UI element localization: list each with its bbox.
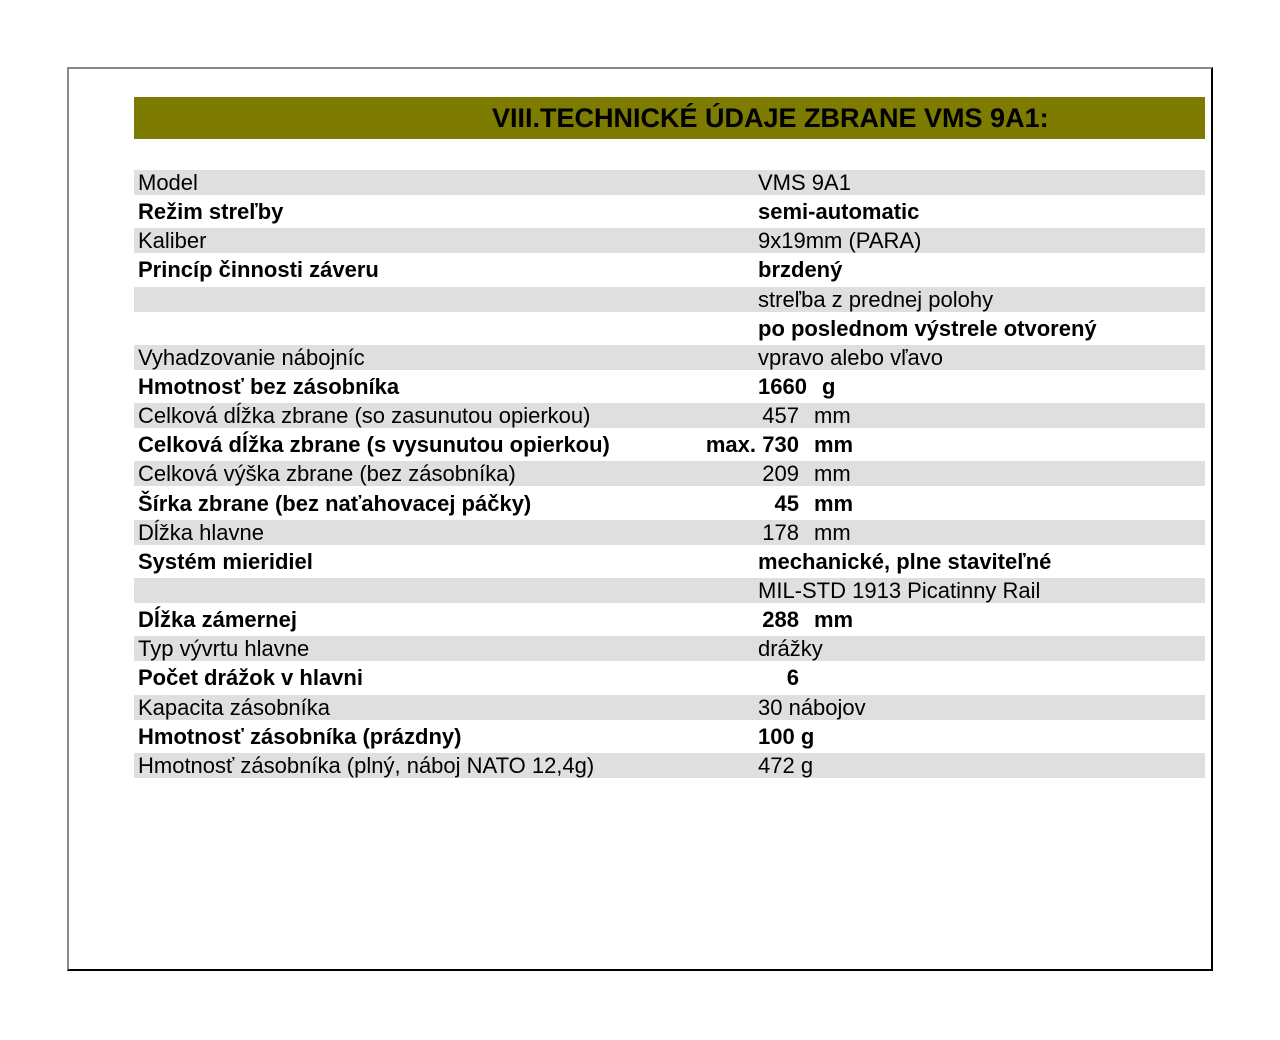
spec-value-text: 9x19mm (PARA) bbox=[758, 228, 922, 254]
spec-label-text: Kaliber bbox=[138, 228, 207, 254]
table-row bbox=[134, 255, 1205, 284]
spec-label-text: Celková výška zbrane (bez zásobníka) bbox=[138, 461, 516, 487]
table-row bbox=[134, 634, 1205, 663]
spec-label bbox=[134, 518, 758, 547]
spec-label-text: Režim streľby bbox=[138, 199, 284, 225]
spec-label-text: Hmotnosť zásobníka (plný, náboj NATO 12,4g) bbox=[138, 752, 595, 778]
spec-label bbox=[134, 576, 758, 605]
table-row bbox=[134, 605, 1205, 634]
spec-value-number: 457 bbox=[762, 403, 799, 429]
document-page bbox=[67, 67, 1213, 971]
section-title-bar bbox=[134, 97, 1205, 139]
spec-label bbox=[134, 343, 758, 372]
spec-value bbox=[758, 343, 1205, 372]
spec-value-number: 288 bbox=[762, 607, 799, 633]
spec-label-text: Vyhadzovanie nábojníc bbox=[138, 344, 365, 370]
spec-value bbox=[758, 285, 1205, 314]
spec-value bbox=[758, 459, 1205, 488]
spec-value-unit: mm bbox=[814, 519, 851, 545]
table-row bbox=[134, 430, 1205, 459]
spec-value-unit: mm bbox=[814, 403, 851, 429]
spec-label-text: Systém mieridiel bbox=[138, 548, 313, 574]
spec-value bbox=[758, 314, 1205, 343]
spec-value-number: 1660 bbox=[758, 373, 807, 399]
spec-label bbox=[134, 197, 758, 226]
spec-label bbox=[134, 693, 758, 722]
spec-label bbox=[134, 255, 758, 284]
spec-label bbox=[134, 372, 758, 401]
table-row bbox=[134, 547, 1205, 576]
spec-value bbox=[758, 605, 1205, 634]
table-row bbox=[134, 226, 1205, 255]
spec-label-text: Hmotnosť zásobníka (prázdny) bbox=[138, 723, 462, 749]
spec-value bbox=[758, 634, 1205, 663]
spec-label bbox=[134, 226, 758, 255]
spec-value-text: drážky bbox=[758, 636, 823, 662]
table-row bbox=[134, 197, 1205, 226]
spec-label bbox=[134, 663, 758, 692]
table-row bbox=[134, 343, 1205, 372]
spec-label bbox=[134, 314, 758, 343]
spec-table bbox=[134, 168, 1205, 780]
table-row bbox=[134, 693, 1205, 722]
spec-label-text: Šírka zbrane (bez naťahovacej páčky) bbox=[138, 490, 532, 516]
spec-value-number: 730 bbox=[762, 432, 799, 458]
spec-label-text: Počet drážok v hlavni bbox=[138, 665, 363, 691]
spec-label bbox=[134, 722, 758, 751]
spec-value bbox=[758, 489, 1205, 518]
spec-label bbox=[134, 634, 758, 663]
section-title: VIII.TECHNICKÉ ÚDAJE ZBRANE VMS 9A1: bbox=[492, 103, 1049, 133]
spec-value-unit: g bbox=[821, 373, 836, 399]
spec-value bbox=[758, 226, 1205, 255]
table-row bbox=[134, 168, 1205, 197]
spec-label-suffix: max. bbox=[705, 432, 756, 458]
spec-label-text: Model bbox=[138, 170, 198, 195]
spec-label-text: Dĺžka zámernej bbox=[138, 607, 297, 633]
spec-value-number: 45 bbox=[774, 490, 799, 516]
spec-value-text: vpravo alebo vľavo bbox=[758, 344, 943, 370]
spec-value-number: 209 bbox=[762, 461, 799, 487]
spec-value bbox=[758, 255, 1205, 284]
spec-value bbox=[758, 751, 1205, 780]
table-row bbox=[134, 401, 1205, 430]
spec-value bbox=[758, 197, 1205, 226]
spec-label-text: Dĺžka hlavne bbox=[138, 519, 264, 545]
spec-label bbox=[134, 459, 758, 488]
spec-label-text: Princíp činnosti záveru bbox=[138, 257, 379, 283]
spec-value-unit: mm bbox=[814, 461, 851, 487]
spec-value-text: 472 g bbox=[758, 752, 814, 778]
table-row bbox=[134, 576, 1205, 605]
table-row bbox=[134, 722, 1205, 751]
spec-label-text: Celková dĺžka zbrane (s vysunutou opierkou) bbox=[138, 432, 610, 458]
spec-label bbox=[134, 430, 758, 459]
spec-value-unit: mm bbox=[814, 432, 854, 458]
spec-value-text: mechanické, plne staviteľné bbox=[758, 548, 1052, 574]
spec-value-text: VMS 9A1 bbox=[758, 170, 851, 195]
spec-label-text: Typ vývrtu hlavne bbox=[138, 636, 310, 662]
spec-value-text: brzdený bbox=[758, 257, 843, 283]
table-row bbox=[134, 751, 1205, 780]
spec-value bbox=[758, 401, 1205, 430]
spec-label bbox=[134, 285, 758, 314]
spec-label bbox=[134, 489, 758, 518]
spec-label-text: Hmotnosť bez zásobníka bbox=[138, 373, 400, 399]
spec-value-number: 178 bbox=[762, 519, 799, 545]
spec-value-text: 100 g bbox=[758, 723, 815, 749]
spec-value-number: 6 bbox=[786, 665, 799, 691]
spec-value bbox=[758, 547, 1205, 576]
spec-label-text: Kapacita zásobníka bbox=[138, 694, 331, 720]
table-row bbox=[134, 372, 1205, 401]
spec-label bbox=[134, 547, 758, 576]
spec-value-text: MIL-STD 1913 Picatinny Rail bbox=[758, 577, 1041, 603]
table-row bbox=[134, 663, 1205, 692]
spec-value-text: semi-automatic bbox=[758, 199, 920, 225]
spec-value-text: 30 nábojov bbox=[758, 694, 866, 720]
spec-label-text: Celková dĺžka zbrane (so zasunutou opierkou) bbox=[138, 403, 591, 429]
spec-value bbox=[758, 663, 1205, 692]
table-row bbox=[134, 459, 1205, 488]
spec-value-text: po poslednom výstrele otvorený bbox=[758, 315, 1097, 341]
spec-value-unit: mm bbox=[814, 607, 854, 633]
spec-value-unit: mm bbox=[814, 490, 854, 516]
spec-value bbox=[758, 168, 1205, 197]
spec-label bbox=[134, 168, 758, 197]
table-row bbox=[134, 314, 1205, 343]
table-row bbox=[134, 518, 1205, 547]
spec-label bbox=[134, 605, 758, 634]
spec-label bbox=[134, 401, 758, 430]
spec-value bbox=[758, 372, 1205, 401]
spec-value bbox=[758, 430, 1205, 459]
table-row bbox=[134, 489, 1205, 518]
spec-value bbox=[758, 518, 1205, 547]
table-row bbox=[134, 285, 1205, 314]
spec-value bbox=[758, 693, 1205, 722]
spec-value bbox=[758, 722, 1205, 751]
spec-label bbox=[134, 751, 758, 780]
spec-value bbox=[758, 576, 1205, 605]
spec-value-text: streľba z prednej polohy bbox=[758, 286, 994, 312]
